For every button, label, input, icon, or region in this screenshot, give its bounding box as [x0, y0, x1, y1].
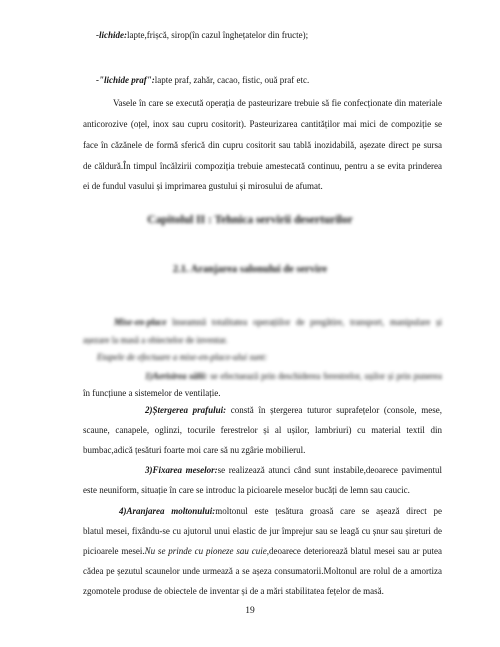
paragraph-line: așezare la masă a obiectelor de inventar.: [83, 335, 228, 345]
paragraph-text: înseamnă totalitatea operațiilor de pregătire, transport, manipulare și: [166, 317, 442, 327]
ingredient-line-powder: [96, 74, 442, 86]
chapter-title: Capitolul II : Tehnica servirii deserturilor: [147, 214, 353, 226]
step-line: cădea pe șezutul scaunelor unde urmează a se așeza consumatorii.Moltonul are rolul de a amortiza: [83, 566, 442, 576]
ingredient-text: lapte,frișcă, sirop(în cazul înghețatelor din fructe);: [127, 30, 309, 40]
step-text: se realizează atunci când sunt instabile,deoarece pavimentul: [217, 465, 442, 475]
paragraph-line: face în căzănele de formă sferică din cupru cositorit sau tablă inozidabilă, așezate direct pe sursa: [83, 140, 442, 150]
stages-intro: Etapele de efectuare a mise-en-place-ului sunt:: [97, 352, 268, 362]
step-label: 3)Fixarea meselor:: [145, 465, 218, 475]
step-line: [145, 370, 442, 382]
step-label: 4)Aranjarea moltonului:: [119, 506, 216, 516]
step-text: se efectuează prin deschiderea ferestrelor, ușilor și prin punerea: [207, 371, 442, 381]
step-emphasis: Nu se prinde cu pioneze sau cuie: [144, 546, 267, 556]
term-mise-en-place: Mise-en-place: [114, 317, 167, 327]
step-line: în funcțiune a sistemelor de ventilație.: [83, 388, 221, 398]
ingredient-line-liquids: [96, 29, 442, 41]
step-text: ,deoarece deteriorează blatul mesei sau ar putea: [266, 546, 442, 556]
step-line: scaune, canapele, oglinzi, tocurile ferestrelor și al ușilor, lambriuri) cu material textil din: [83, 425, 442, 435]
ingredient-label: -"lichide praf":: [96, 75, 155, 85]
ingredient-label: -lichide:: [96, 30, 127, 40]
step-text: moltonul este țesătura groasă care se așează direct pe: [215, 506, 443, 516]
page-number: 19: [245, 606, 255, 616]
step-line: [145, 404, 442, 416]
section-title: 2.1. Aranjarea salonului de servire: [172, 264, 328, 275]
paragraph-line: de căldură.În timpul încălzirii compoziția trebuie amestecată continuu, pentru a se evita prinderea: [83, 161, 442, 171]
paragraph-line: [114, 316, 442, 328]
paragraph-line: anticorozive (oțel, inox sau cupru cositorit). Pasteurizarea cantităților mai mici de compoziție se: [83, 119, 442, 129]
paragraph-line: ei de fundul vasului și imprimarea gustului și mirosului de afumat.: [83, 181, 323, 191]
ingredient-text: lapte praf, zahăr, cacao, fistic, ouă praf etc.: [154, 75, 310, 85]
step-line: este neuniform, situație în care se introduc la picioarele meselor bucăți de lemn sau caucic.: [83, 485, 410, 495]
step-line: zgomotele produse de obiectele de inventar și de a mări stabilitatea fețelor de masă.: [83, 586, 384, 596]
step-text: picioarele mesei.: [83, 546, 145, 556]
paragraph-line: Vasele în care se execută operația de pasteurizare trebuie să fie confecționate din materiale: [113, 98, 442, 108]
step-label: 1)Aerisirea sălii:: [145, 371, 208, 381]
step-label: 2)Ștergerea prafului:: [145, 405, 227, 415]
step-text: constă în ștergerea tuturor suprafețelor (console, mese,: [226, 405, 442, 415]
step-line: [145, 464, 442, 476]
step-line: bumbac,adică țesături foarte moi care să nu zgârie mobilierul.: [83, 445, 306, 455]
step-line: [119, 505, 442, 517]
step-line: [83, 545, 442, 557]
step-line: blatul mesei, fixându-se cu ajutorul unui elastic de jur împrejur sau se leagă cu șnur sau șireturi de: [83, 526, 442, 536]
